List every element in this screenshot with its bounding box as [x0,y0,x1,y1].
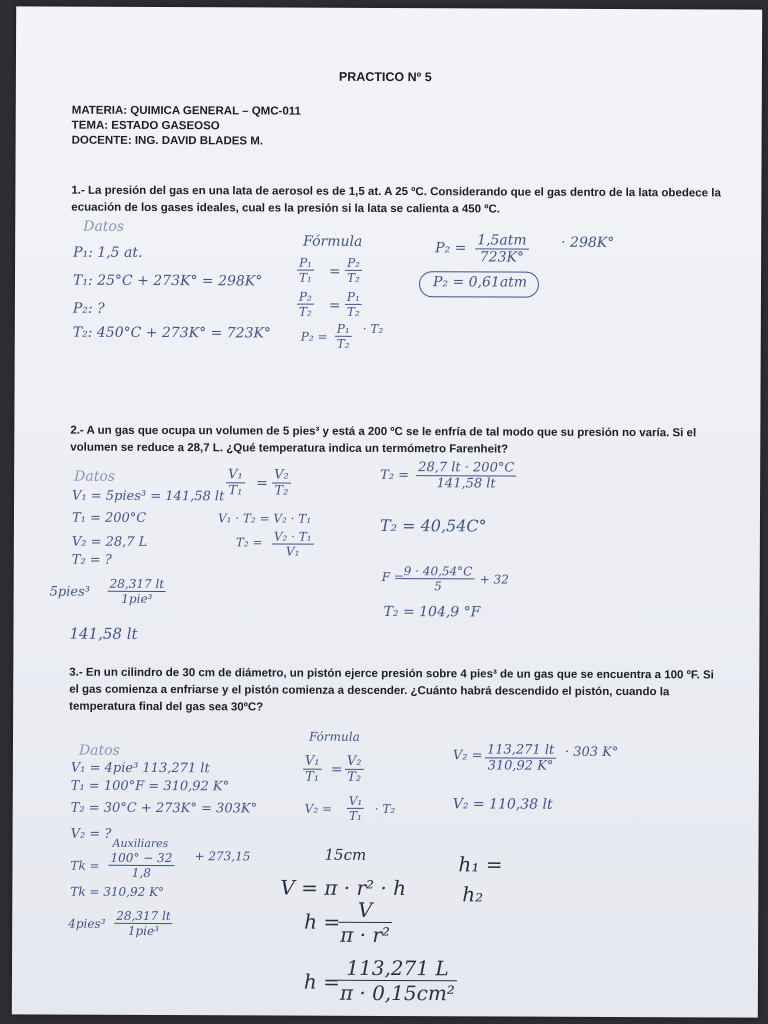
q1-formula-2-left [297,290,314,319]
q3-calc-num: 113,271 lt [485,742,556,758]
page-title: PRACTICO Nº 5 [338,69,432,85]
q1-f3-left: P₂ = [300,329,328,344]
q1-f3-right: · T₂ [362,321,384,336]
q3-calc-left: V₂ = [452,748,483,764]
q3-tk-left: Tk = [70,858,100,873]
q3-conv-left: 4pies³ [68,916,106,931]
q3-f2-right: · T₂ [374,801,396,817]
q2-conv-left: 5pies³ [49,584,91,600]
q3-h-calc-den: π · 0,15cm² [339,980,455,1006]
q2-t2: T₂ = ? [71,552,112,568]
q1-f1-num2: P₂ [345,256,362,271]
q3-h2: h₂ [462,882,484,907]
q1-f2-den: T₂ [298,304,312,319]
q3-calc-den: 310,92 K° [487,758,554,774]
q3-tk-right: + 273,15 [194,849,251,864]
q2-datos-label: Datos [74,468,115,485]
q3-f-num2: V₂ [345,754,364,770]
q2-f-eq: = [256,475,268,492]
q3-t1: T₁ = 100°F = 310,92 K° [70,778,230,795]
q2-result-f: T₂ = 104,9 °F [383,603,481,621]
q3-f-eq: = [330,761,343,778]
q3-formula-right [345,754,364,785]
q1-f1-den: T₁ [299,270,312,285]
q3-f2-left: V₂ = [304,801,333,816]
topic-line: TEMA: ESTADO GASEOSO [71,119,220,133]
q2-formula-line3 [272,529,314,558]
question-3-text: 3.- En un cilindro de 30 cm de diámetro, un pistón ejerce presión sobre 4 pies³ de un gas que se encuentra a 100 ºF. Si el gas comienza a enfriarse y el pistón comienza a descender. ¿Cuánto habrá descendido el pistón, cuando la temperatura final del gas sea 30ºC? [69,666,714,714]
q1-f2-eq: = [328,297,341,314]
q3-tk-den: 1,8 [131,865,151,880]
q3-aux-label: Auxiliares [112,836,169,851]
q3-h1: h₁ = [458,852,503,877]
q2-calc-num: 28,7 lt · 200°C [416,460,516,476]
q2-calc-fraction [416,460,516,491]
q1-p2: P₂: ? [72,300,105,317]
question-2-text: 2.- A un gas que ocupa un volumen de 5 pies³ y está a 200 ºC se le enfría de tal modo que su presión no varía. Si el volumen se reduce a 28,7 L. ¿Qué temperatura indica un termómetro Farenheit? [70,424,697,456]
q1-formula-1-right [345,256,362,285]
q3-h-calc-num: 113,271 L [338,956,457,982]
q3-h-calc-left: h = [303,969,341,994]
q3-f-den2: T₂ [347,769,362,785]
q3-f2-fraction [347,794,365,823]
q3-formula-left [303,754,322,785]
q2-conv-den: 1pie³ [121,591,153,606]
q2-f-num: 9 · 40,54°C [402,564,475,579]
q2-formula-left [226,467,245,498]
q3-formula-label: Fórmula [308,729,360,744]
q3-tk-result: Tk = 310,92 K° [70,884,165,900]
q1-f2-num2: P₁ [345,290,362,305]
q2-f-fraction [402,564,475,593]
q3-volume-formula: V = π · r² · h [280,875,407,901]
q1-formula-label: Fórmula [303,233,363,250]
q3-datos-label: Datos [78,742,120,759]
q2-f-line3-left: T₂ = [235,535,263,550]
q2-f-num1: V₁ [226,467,245,483]
q1-f3-num: P₁ [335,322,352,337]
q1-f2-den2: T₂ [346,304,360,319]
q2-conv-fraction [108,577,167,606]
q1-result: P₂ = 0,61atm [432,274,528,291]
q3-conv-num: 28,317 lt [114,909,173,924]
q1-calc-left: P₂ = [435,240,467,257]
q2-formula-right [272,467,291,498]
q1-t2: T₂: 450°C + 273K° = 723K° [72,324,272,342]
q1-calc-num: 1,5atm [475,232,529,249]
q3-result-v2: V₂ = 110,38 lt [452,796,553,813]
question-1-text: 1.- La presión del gas en una lata de aerosol es de 1,5 at. A 25 ºC. Considerando que el gas dentro de la lata obedece la ecuación de los gases ideales, cual es la presión si la lata se calienta a 450 ºC. [71,184,721,216]
q3-f-den1: T₁ [305,769,320,785]
q3-h-left: h = [304,909,341,934]
q3-radius: 15cm [324,845,367,864]
q1-formula-3 [335,322,352,351]
q1-datos-label: Datos [83,218,125,235]
q3-calc-fraction [485,742,556,773]
q3-f-num1: V₁ [303,754,322,770]
q1-f2-num: P₂ [297,290,314,305]
q2-result-c: T₂ = 40,54C° [379,515,487,536]
paper-sheet [12,6,762,1017]
q2-calc-left: T₂ = [380,467,410,484]
q2-f-num2: V₂ [272,467,291,483]
q2-f-den2: T₂ [274,483,289,499]
q2-f-den: 5 [434,579,442,594]
q3-h-num: V [338,898,392,923]
q2-f-line3-num: V₂ · T₁ [272,529,314,544]
q1-f1-eq: = [329,263,341,280]
q1-calc-den: 723K° [479,249,524,266]
q1-calc-fraction [475,232,529,265]
q3-f2-num: V₁ [347,794,365,809]
q1-calc-right: · 298K° [561,234,615,251]
q3-v1: V₁ = 4pie³ 113,271 lt [70,760,210,777]
q1-f1-num: P₁ [297,256,314,271]
q3-conv-fraction [114,909,173,938]
q2-f-line2: V₁ · T₂ = V₂ · T₁ [217,511,312,526]
q3-h-fraction [338,898,392,947]
q1-f3-den: T₂ [336,336,350,351]
q1-formula-2-right [345,290,362,319]
q3-calc-right: · 303 K° [564,744,619,761]
q3-v2: V₂ = ? [70,826,112,842]
q1-p1: P₁: 1,5 at. [73,244,143,261]
q3-tk-fraction [108,851,174,880]
q2-conv-result: 141,58 lt [69,624,138,643]
q2-v1: V₁ = 5pies³ = 141,58 lt [72,488,225,505]
q1-t1: T₁: 25°C + 273K° = 298K° [72,272,263,290]
q3-h-den: π · r² [340,922,391,948]
q3-t2: T₂ = 30°C + 273K° = 303K° [70,800,258,817]
q3-conv-den: 1pie³ [127,923,159,939]
q2-f-line3-den: V₁ [285,544,300,559]
q2-t1: T₁ = 200°C [71,510,147,526]
q3-f2-den: T₁ [348,808,362,823]
q1-formula-1-left [297,256,314,285]
q2-conv-num: 28,317 lt [108,577,167,592]
q3-tk-num: 100° − 32 [108,851,174,866]
subject-line: MATERIA: QUIMICA GENERAL – QMC-011 [71,104,301,118]
q2-f-right: + 32 [479,572,509,587]
q2-calc-den: 141,58 lt [436,476,496,492]
q1-f1-den2: T₂ [347,270,360,285]
q2-f-den1: T₁ [228,483,243,499]
q2-f-left: F = [381,569,404,585]
teacher-line: DOCENTE: ING. DAVID BLADES M. [71,134,264,148]
q3-h-calc-fraction [338,956,457,1006]
q2-v2: V₂ = 28,7 L [71,534,148,550]
